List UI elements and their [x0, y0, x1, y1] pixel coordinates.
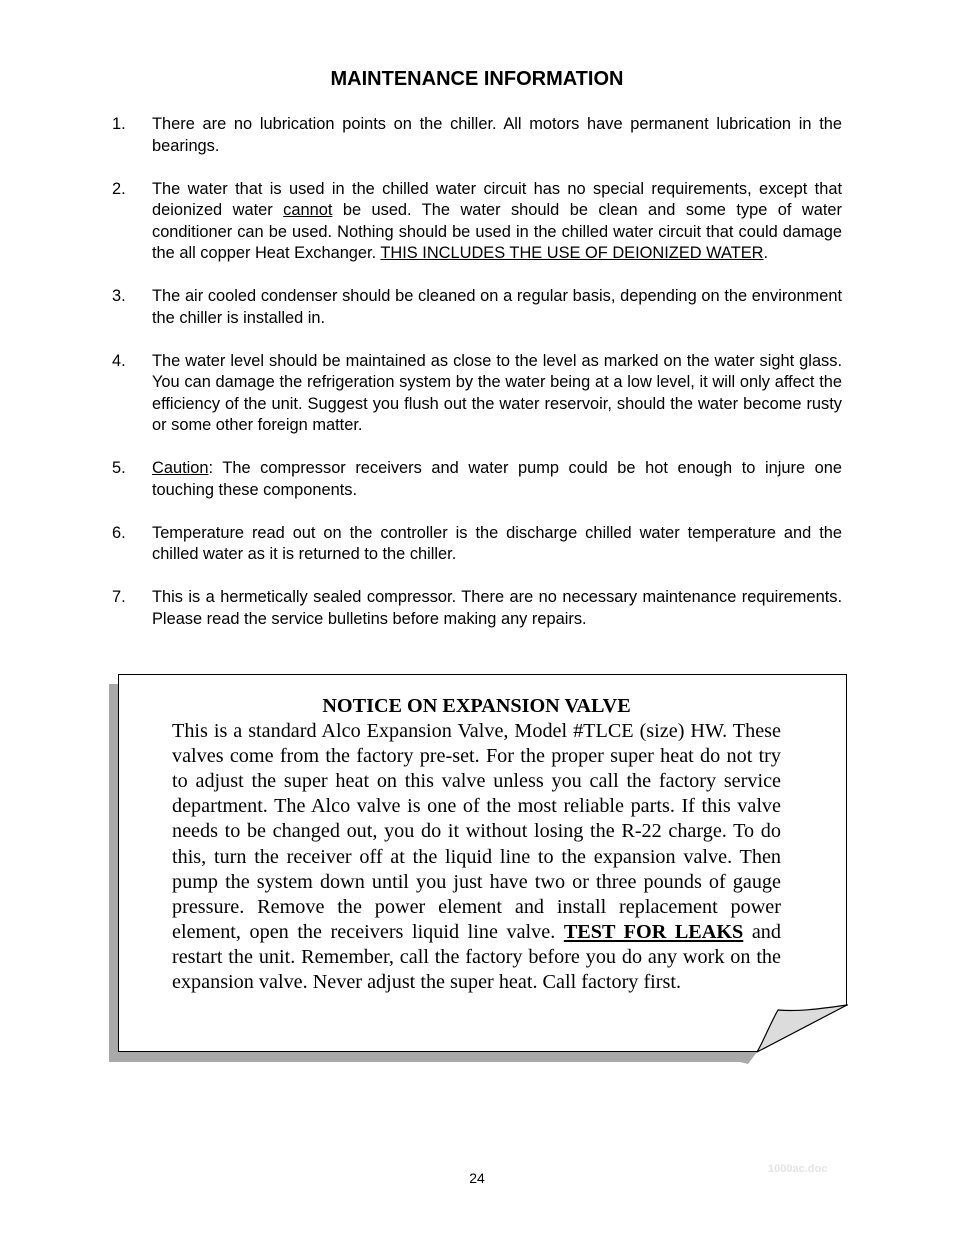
list-item-text: The water that is used in the chilled water circuit has no special requirements, except that deionized water — [152, 179, 842, 219]
list-item-number: 4. — [112, 351, 126, 370]
underlined-text: THIS INCLUDES THE USE OF DEIONIZED WATER — [380, 244, 764, 262]
list-item — [112, 523, 842, 566]
list-item — [112, 179, 842, 265]
list-item-text: Temperature read out on the controller is the discharge chilled water temperature and the chilled water as it is returned to the chiller. — [152, 523, 842, 563]
list-item-text: The air cooled condenser should be cleaned on a regular basis, depending on the environment the chiller is installed in. — [152, 287, 842, 327]
notice-body-text: This is a standard Alco Expansion Valve, Model #TLCE (size) HW. These valves come from the factory pre-set. For the proper super heat do not try to adjust the super heat on this valve unless you call the factory service department. The Alco valve is one of the most reliable parts. If this valve needs to be changed out, you do it without losing the R-22 charge. To do this, turn the receiver off at the liquid line to the expansion valve. Then pump the system down until you just have two or three pounds of gauge pressure. Remove the power element and install replacement power element, open the receivers liquid line valve. — [172, 720, 781, 943]
list-item — [112, 458, 842, 501]
page-title: MAINTENANCE INFORMATION — [330, 68, 624, 90]
list-item — [112, 351, 842, 437]
list-item-number: 3. — [112, 287, 126, 305]
list-item-text: be used. The water should be clean and some type of water conditioner can be used. Nothing should be used in the chilled water circuit that could damage the all copper Heat Exchanger. — [152, 201, 842, 262]
list-item-text: There are no lubrication points on the chiller. All motors have permanent lubrication in the bearings. — [152, 115, 842, 155]
notice-body-text-end: and restart the unit. Remember, call the factory before you do any work on the expansion valve. Never adjust the super heat. Call factory first. — [172, 920, 781, 994]
list-item-text: : The compressor receivers and water pump could be hot enough to injure one touching these components. — [152, 459, 842, 499]
list-item-number: 2. — [112, 179, 126, 198]
list-item — [112, 587, 842, 630]
list-item — [112, 114, 842, 157]
underlined-text: cannot — [283, 201, 333, 219]
list-item-number: 6. — [112, 523, 126, 542]
page-curl-icon — [740, 1000, 852, 1064]
notice-content — [172, 694, 781, 995]
underlined-text: Caution — [152, 459, 209, 477]
list-item-number: 7. — [112, 588, 126, 606]
list-item — [112, 286, 842, 329]
list-item-text: . — [763, 244, 769, 262]
notice-body — [172, 719, 781, 995]
test-for-leaks-emphasis: TEST FOR LEAKS — [563, 920, 744, 943]
document-reference: 1000ac.doc — [768, 1163, 828, 1175]
list-item-number: 5. — [112, 459, 126, 477]
notice-title: NOTICE ON EXPANSION VALVE — [322, 695, 631, 717]
maintenance-list — [112, 114, 842, 652]
page-number: 24 — [469, 1170, 485, 1186]
list-item-text: This is a hermetically sealed compressor. There are no necessary maintenance requirements. Please read the service bulletins before making any repairs. — [152, 588, 842, 628]
list-item-text: The water level should be maintained as close to the level as marked on the water sight glass. You can damage the refrigeration system by the water being at a low level, it will only affect the efficiency of the unit. Suggest you flush out the water reservoir, should the water become rusty or some other foreign matter. — [152, 351, 842, 434]
list-item-number: 1. — [112, 115, 126, 133]
